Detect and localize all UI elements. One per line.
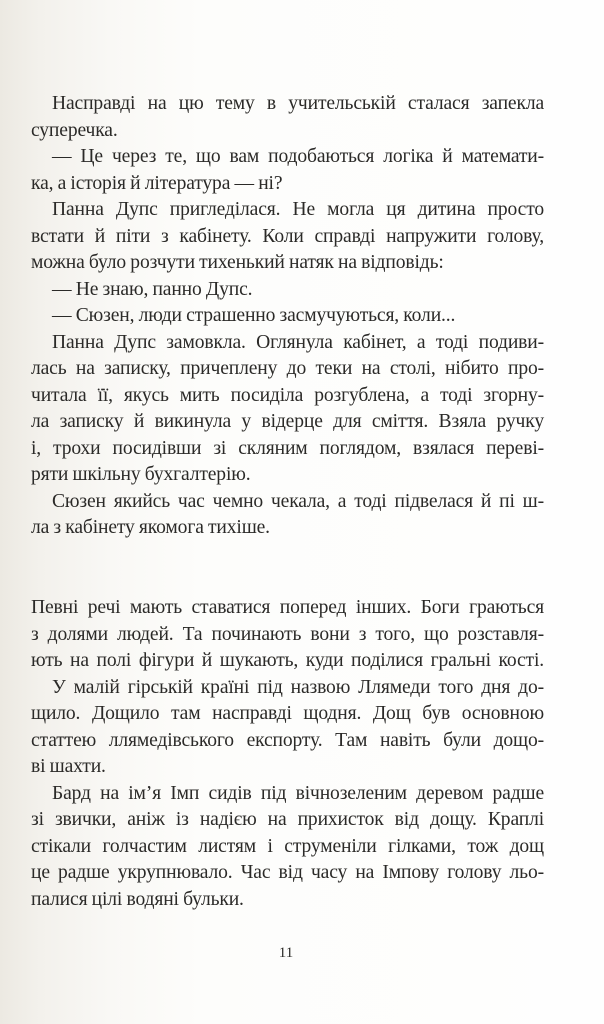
text-line: ряти шкільну бухгалтерію. (31, 464, 251, 485)
text-line: Панна Дупс пригледілася. Не могла ця дитина просто (52, 199, 544, 220)
text-line: Певні речі мають ставатися поперед інших. Боги граються (31, 597, 544, 618)
text-line: палися цілі водяні бульки. (31, 888, 244, 910)
text-line: ка, а історія й література — ні? (31, 172, 283, 194)
text-line: щило. Дощило там насправді щодня. Дощ був основною (31, 703, 544, 724)
text-line: з долями людей. Та починають вони з того, що розставля- (31, 623, 544, 645)
text-line: ві шахти. (31, 756, 106, 777)
text-line: ла записку й викинула у відерце для сміття. Взяла ручку (31, 411, 544, 432)
text-line: це радше укрупнювало. Час від часу на Імпову голову льо- (31, 862, 544, 883)
text-line: зі звички, аніж із надією на прихисток від дощу. Краплі (31, 809, 544, 830)
text-line: Насправді на цю тему в учительській сталася запекла (52, 93, 544, 114)
text-line: — Сюзен, люди страшенно засмучуються, коли... (52, 305, 456, 326)
text-line: Сюзен якийсь час чемно чекала, а тоді підвелася й пі ш- (52, 490, 544, 512)
text-line: — Це через те, що вам подобаються логіка й математи- (52, 146, 544, 167)
text-line: — Не знаю, панно Дупс. (52, 278, 253, 300)
text-line: статтею ллямедівського експорту. Там навіть були дощо- (31, 729, 544, 751)
text-line: Панна Дупс замовкла. Оглянула кабінет, а тоді подиви- (52, 331, 544, 353)
text-line: ла з кабінету якомога тихіше. (31, 517, 270, 538)
text-line: ють на полі фігури й шукають, куди поділися гральні кості. (31, 650, 544, 671)
text-line: читала її, якусь мить посиділа розгублена, а тоді згорну- (31, 384, 544, 406)
text-line: встати й піти з кабінету. Коли справді напружити голову, (31, 225, 544, 247)
text-line: лась на записку, причеплену до теки на столі, нібито про- (31, 358, 544, 379)
text-line: і, трохи посидівши зі скляним поглядом, взялася переві- (31, 437, 544, 459)
page-number: 11 (278, 945, 294, 961)
text-line: Бард на ім’я Імп сидів під вічнозеленим деревом радше (52, 782, 544, 804)
text-line: можна було розчути тихенький натяк на відповідь: (31, 252, 444, 273)
text-line: У малій гірській країні під назвою Ллямеди того дня до- (52, 676, 544, 698)
text-line: суперечка. (31, 119, 118, 141)
text-line: стікали голчастим листям і струменіли гілками, тож дощ (31, 835, 544, 857)
